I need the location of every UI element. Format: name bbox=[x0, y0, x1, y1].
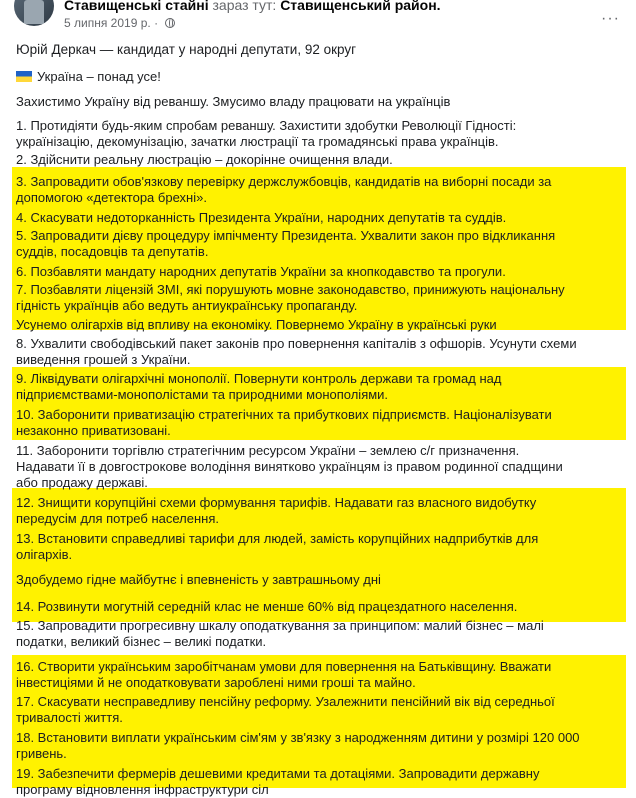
post-title: Юрій Деркач — кандидат у народні депутати, 92 округ bbox=[16, 42, 357, 57]
post-line: гривень. bbox=[16, 746, 67, 761]
post-line: тривалості життя. bbox=[16, 710, 123, 725]
post-line: гідність українців або ведуть антиукраїнську пропаганду. bbox=[16, 298, 358, 313]
post-line: 14. Розвинути могутній середній клас не менше 60% від працездатного населення. bbox=[16, 599, 518, 614]
post-line: або продажу державі. bbox=[16, 475, 148, 490]
page-name-link[interactable]: Ставищенські стайні bbox=[64, 0, 209, 13]
location-link[interactable]: Ставищенський район. bbox=[280, 0, 441, 13]
avatar[interactable] bbox=[14, 0, 54, 26]
ukraine-flag-icon bbox=[16, 71, 32, 82]
post-line: незаконно приватизовані. bbox=[16, 423, 171, 438]
post-line: 1. Протидіяти будь-яким спробам реваншу. Захистити здобутки Революції Гідності: bbox=[16, 118, 517, 133]
post-line: суддів, посадовців та депутатів. bbox=[16, 244, 209, 259]
post-line: 19. Забезпечити фермерів дешевими кредитами та дотаціями. Запровадити державну bbox=[16, 766, 540, 781]
more-options-button[interactable]: ··· bbox=[601, 10, 620, 27]
post-line: інвестиціями й не оподатковувати зароблені ними гроші та майно. bbox=[16, 675, 416, 690]
post-line: 4. Скасувати недоторканність Президента України, народних депутатів та суддів. bbox=[16, 210, 507, 225]
post-line: підприємствами-монополістами та природними монополіями. bbox=[16, 387, 389, 402]
post-header bbox=[0, 0, 636, 34]
globe-icon bbox=[165, 18, 175, 28]
post-line: 7. Позбавляти ліцензій ЗМІ, які порушують мовне законодавство, принижують національну bbox=[16, 282, 565, 297]
post-line: українізацію, декомунізацію, зачатки люстрації та громадянські права українців. bbox=[16, 134, 499, 149]
post-line: програму відновлення інфраструктури сіл bbox=[16, 782, 269, 797]
post-line: Здобудемо гідне майбутнє і впевненість у завтрашньому дні bbox=[16, 572, 381, 587]
post-line: 12. Знищити корупційні схеми формування тарифів. Надавати газ власного видобутку bbox=[16, 495, 537, 510]
post-line: допомогою «детектора брехні». bbox=[16, 190, 207, 205]
post-intro: Захистимо Україну від реваншу. Змусимо владу працювати на українців bbox=[16, 94, 451, 109]
post-line: Надавати її в довгострокове володіння винятково українцям із правом родинної спадщини bbox=[16, 459, 563, 474]
post-meta bbox=[64, 16, 175, 30]
post-line: 17. Скасувати несправедливу пенсійну реформу. Узалежнити пенсійний вік від середньої bbox=[16, 694, 555, 709]
checkin-separator: зараз тут: bbox=[212, 0, 277, 13]
post-line: 2. Здійснити реальну люстрацію – докорінне очищення влади. bbox=[16, 152, 393, 167]
post-line: 8. Ухвалити свободівський пакет законів про повернення капіталів з офшорів. Усунути схеми bbox=[16, 336, 577, 351]
post-line: 3. Запровадити обов'язкову перевірку держслужбовців, кандидатів на виборні посади за bbox=[16, 174, 552, 189]
post-line: 16. Створити українським заробітчанам умови для повернення на Батьківщину. Вважати bbox=[16, 659, 552, 674]
post-slogan: Україна – понад усе! bbox=[16, 69, 161, 85]
post-line: 15. Запровадити прогресивну шкалу оподаткування за принципом: малий бізнес – малі bbox=[16, 618, 544, 633]
post-line: 6. Позбавляти мандату народних депутатів України за кнопкодавство та прогули. bbox=[16, 264, 506, 279]
post-date-link[interactable]: 5 липня 2019 р. bbox=[64, 16, 151, 30]
post-line: олігархів. bbox=[16, 547, 73, 562]
post-line: 18. Встановити виплати українським сім'ям у зв'язку з народженням дитини у розмірі 120 000 bbox=[16, 730, 580, 745]
post-line: 5. Запровадити дієву процедуру імпічменту Президента. Ухвалити закон про відкликання bbox=[16, 228, 556, 243]
post-line: виведення грошей з України. bbox=[16, 352, 191, 367]
post-line: 11. Заборонити торгівлю стратегічним ресурсом України – землею с/г призначення. bbox=[16, 443, 520, 458]
post-line: 13. Встановити справедливі тарифи для людей, замість корупційних надприбутків для bbox=[16, 531, 539, 546]
post-author-line bbox=[64, 0, 441, 13]
date-dot: · bbox=[154, 16, 159, 30]
post-line: передусім для потреб населення. bbox=[16, 511, 219, 526]
post-line: 9. Ліквідувати олігархічні монополії. Повернути контроль держави та громад над bbox=[16, 371, 502, 386]
post-line: 10. Заборонити приватизацію стратегічних та прибуткових підприємств. Націоналізувати bbox=[16, 407, 552, 422]
post-line: Усунемо олігархів від впливу на економіку. Повернемо Україну в українські руки bbox=[16, 317, 497, 332]
post-line: податки, великий бізнес – великі податки. bbox=[16, 634, 267, 649]
